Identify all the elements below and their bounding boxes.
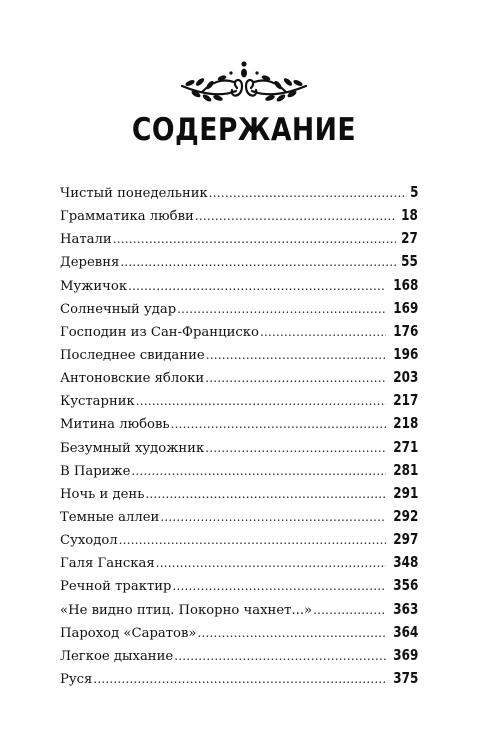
dot-leader <box>205 441 386 455</box>
toc-entry[interactable] <box>60 322 418 345</box>
toc-entry-title: Натали <box>60 232 112 248</box>
page-title: СОДЕРЖАНИЕ <box>131 112 357 148</box>
toc-entry-page-number: 291 <box>392 483 418 502</box>
dot-leader <box>120 255 396 269</box>
toc-entry-title: Руся <box>60 671 93 687</box>
toc-entry[interactable] <box>60 299 418 322</box>
toc-entry-title: Грамматика любви <box>60 209 194 225</box>
toc-entry-title: В Париже <box>60 463 131 479</box>
toc-entry[interactable] <box>60 646 418 669</box>
toc-entry[interactable] <box>60 229 418 252</box>
toc-entry-title: Деревня <box>60 255 120 271</box>
dot-leader <box>93 672 385 686</box>
toc-entry-page-number: 271 <box>392 437 418 456</box>
toc-entry-title: Безумный художник <box>60 440 205 456</box>
toc-entry[interactable] <box>60 484 418 507</box>
toc-entry-title: Митина любовь <box>60 417 170 433</box>
toc-entry-page-number: 203 <box>392 368 418 387</box>
toc-entry[interactable] <box>60 206 418 229</box>
toc-entry[interactable] <box>60 623 418 646</box>
toc-entry[interactable] <box>60 391 418 414</box>
toc-entry-page-number: 176 <box>392 321 418 340</box>
toc-entry-title: Антоновские яблоки <box>60 371 205 387</box>
toc-entry[interactable] <box>60 669 418 692</box>
toc-entry-title: Легкое дыхание <box>60 648 174 664</box>
dot-leader <box>172 579 385 593</box>
dot-leader <box>128 279 386 293</box>
toc-entry-page-number: 196 <box>392 344 418 363</box>
dot-leader <box>195 209 396 223</box>
toc-entry[interactable] <box>60 345 418 368</box>
dot-leader <box>171 417 386 431</box>
toc-entry-page-number: 281 <box>392 460 418 479</box>
toc-entry-title: Пароход «Саратов» <box>60 625 197 641</box>
dot-leader <box>160 510 385 524</box>
toc-entry-page-number: 5 <box>409 183 418 201</box>
toc-entry[interactable] <box>60 530 418 553</box>
toc-entry[interactable] <box>60 414 418 437</box>
toc-entry-page-number: 369 <box>392 645 418 664</box>
dot-leader <box>174 649 385 663</box>
toc-entry-title: Кустарник <box>60 394 135 410</box>
dot-leader <box>206 348 386 362</box>
toc-entry-title: Темные аллеи <box>60 509 160 525</box>
table-of-contents <box>60 183 418 692</box>
toc-entry[interactable] <box>60 438 418 461</box>
toc-entry[interactable] <box>60 252 418 275</box>
toc-entry[interactable] <box>60 276 418 299</box>
dot-leader <box>209 186 407 200</box>
toc-entry[interactable] <box>60 507 418 530</box>
toc-entry-title: Мужичок <box>60 278 128 294</box>
floral-ornament-icon <box>176 58 312 110</box>
toc-entry-page-number: 18 <box>401 206 418 225</box>
toc-entry-title: Последнее свидание <box>60 347 205 363</box>
toc-entry[interactable] <box>60 553 418 576</box>
dot-leader <box>156 556 386 570</box>
toc-entry-title: Солнечный удар <box>60 301 177 317</box>
toc-entry-page-number: 169 <box>392 298 418 317</box>
toc-entry-title: Суходол <box>60 533 118 549</box>
toc-entry-title: Ночь и день <box>60 486 145 502</box>
dot-leader <box>119 533 386 547</box>
dot-leader <box>113 232 396 246</box>
toc-entry-title: Чистый понедельник <box>60 186 208 201</box>
toc-entry[interactable] <box>60 183 418 206</box>
toc-entry-page-number: 375 <box>392 668 418 687</box>
dot-leader <box>145 487 385 501</box>
toc-entry-page-number: 297 <box>392 530 418 549</box>
toc-entry[interactable] <box>60 600 418 623</box>
toc-entry-page-number: 364 <box>392 622 418 641</box>
toc-entry-page-number: 217 <box>392 391 418 410</box>
dot-leader <box>136 394 386 408</box>
toc-entry-page-number: 292 <box>392 506 418 525</box>
dot-leader <box>131 464 385 478</box>
toc-entry[interactable] <box>60 576 418 599</box>
toc-entry-page-number: 348 <box>392 553 418 572</box>
toc-entry-page-number: 55 <box>401 252 418 271</box>
dot-leader <box>177 302 386 316</box>
dot-leader <box>205 371 386 385</box>
toc-entry-title: Господин из Сан-Франциско <box>60 324 259 340</box>
toc-entry[interactable] <box>60 368 418 391</box>
dot-leader <box>260 325 386 339</box>
toc-entry-page-number: 168 <box>392 275 418 294</box>
dot-leader <box>313 603 386 617</box>
toc-entry-page-number: 27 <box>401 229 418 248</box>
toc-entry[interactable] <box>60 461 418 484</box>
toc-entry-title: Галя Ганская <box>60 556 155 572</box>
toc-entry-page-number: 363 <box>392 599 418 618</box>
dot-leader <box>198 626 386 640</box>
toc-entry-page-number: 218 <box>392 414 418 433</box>
toc-entry-title: «Не видно птиц. Покорно чахнет...» <box>60 602 313 618</box>
toc-entry-page-number: 356 <box>392 576 418 595</box>
toc-entry-title: Речной трактир <box>60 579 172 595</box>
